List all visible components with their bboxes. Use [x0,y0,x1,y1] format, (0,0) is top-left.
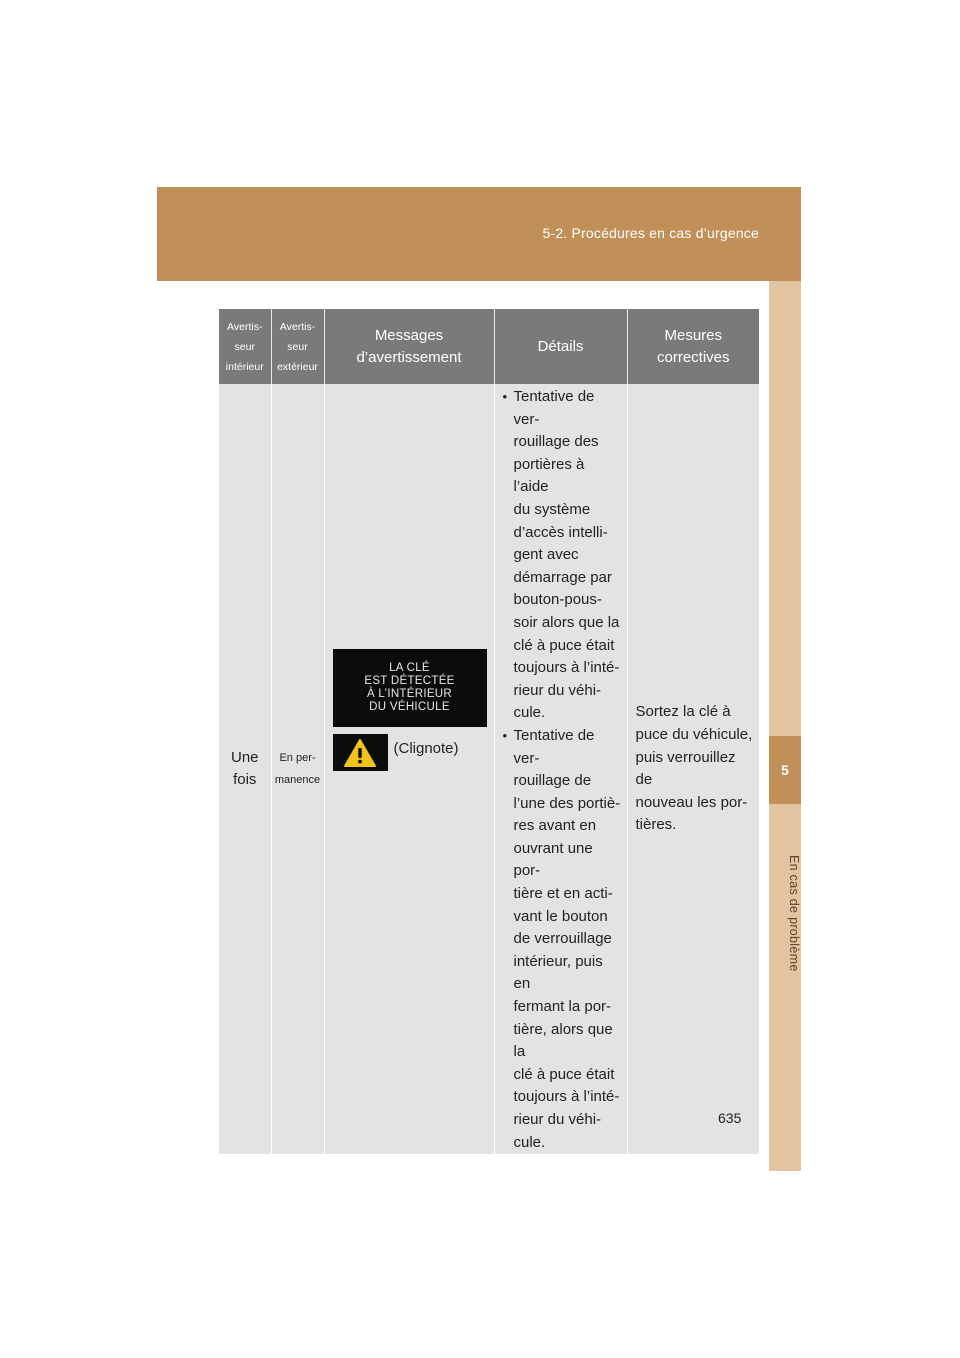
section-title: 5-2. Procédures en cas d’urgence [542,225,759,241]
cell-interior-buzzer: Une fois [219,384,271,1154]
list-item: • Tentative de ver- rouillage des portières à l’aide du système d’accès intelli- gent avec démarrage par bouton-pous- soir alors que la clé à puce était toujours à l’inté- rieur du véhi- cule. [505,386,621,725]
cell-exterior-buzzer: En per- manence [271,384,324,1154]
header-corrective: Mesures correctives [627,309,759,384]
warning-message-table [219,309,759,1154]
table-row [219,384,759,1154]
cell-corrective [627,384,759,1154]
list-item: • Tentative de ver- rouillage de l’une des portiè- res avant en ouvrant une por- tière et en acti- vant le bouton de verrouillage intérieur, puis en fermant la por- tière, alors que la clé à puce était toujours à l’inté- rieur du véhi- cule. [505,725,621,1154]
chapter-side-strip [769,281,801,1171]
cell-details [494,384,627,1154]
header-exterior-buzzer: Avertis- seur extérieur [271,309,324,384]
details-list [505,384,621,1154]
header-messages: Messages d’avertissement [324,309,494,384]
warning-light-box [333,734,388,771]
header-details: Détails [494,309,627,384]
page-number: 635 [718,1110,742,1126]
blink-label: (Clignote) [393,740,459,757]
chapter-name: En cas de problème [787,854,801,972]
corrective-text: Sortez la clé à puce du véhicule, puis verrouillez de nouveau les por- tières. [635,703,753,834]
chapter-number: 5 [781,762,789,778]
message-display-text: LA CLÉ EST DÉTECTÉE À L’INTÉRIEUR DU VÉHICULE [364,662,455,713]
chapter-tab[interactable] [769,736,801,804]
table-header-row [219,309,759,384]
cell-message [324,384,494,1154]
message-display-screen [333,649,487,727]
section-header [157,187,801,281]
header-interior-buzzer: Avertis- seur intérieur [219,309,271,384]
warning-triangle-icon [343,738,377,768]
